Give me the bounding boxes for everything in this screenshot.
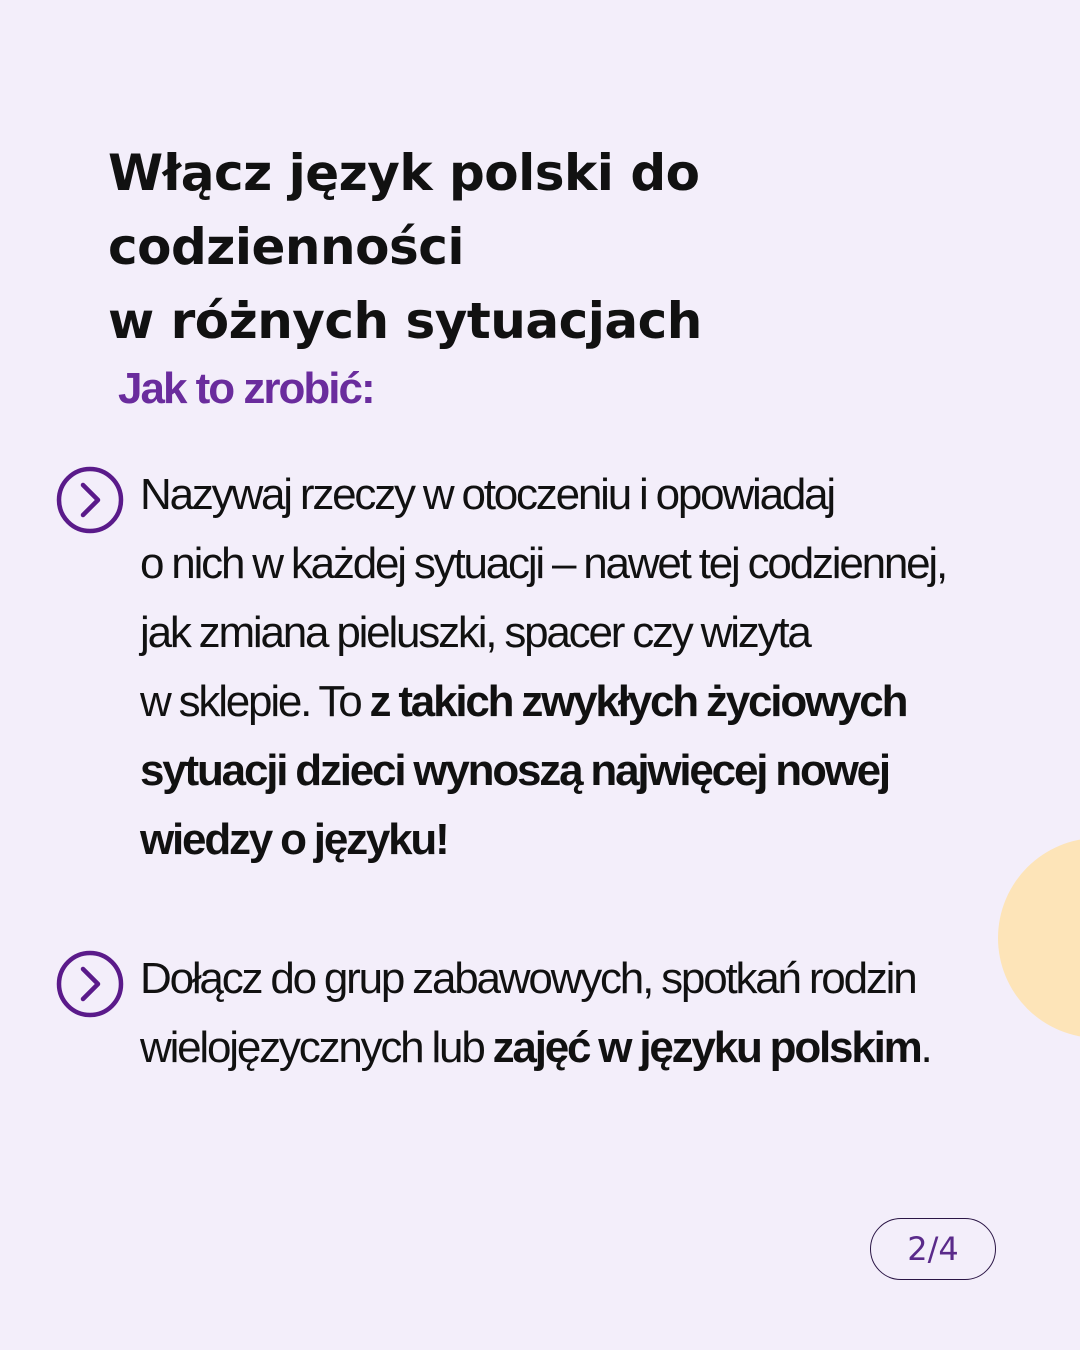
tip-1-highlight-a: z takich zwykłych życiowych — [369, 677, 907, 726]
subheading: Jak to zrobić: — [118, 364, 374, 413]
tip-text-2 — [140, 944, 1020, 1082]
tip-2-period: . — [920, 1023, 931, 1072]
chevron-right-circle-icon — [56, 466, 124, 534]
tip-1-highlight-b: sytuacji dzieci wynoszą najwięcej nowej — [140, 746, 889, 795]
title-line-2: w różnych sytuacjach — [108, 292, 702, 350]
tip-1-line-3: jak zmiana pieluszki, spacer czy wizyta — [140, 608, 810, 657]
title-line-1: Włącz język polski do codzienności — [108, 144, 700, 276]
tip-2-line-2: wielojęzycznych lub — [140, 1023, 493, 1072]
chevron-right-circle-icon — [56, 950, 124, 1018]
tip-1-highlight-c: wiedzy o języku! — [140, 815, 448, 864]
tip-2-highlight: zajęć w języku polskim — [492, 1023, 921, 1072]
page-indicator: 2/4 — [870, 1218, 996, 1280]
page-title — [108, 136, 1038, 358]
tip-2-line-1: Dołącz do grup zabawowych, spotkań rodzin — [140, 954, 916, 1003]
tip-1-line-4: w sklepie. To — [140, 677, 370, 726]
tip-text-1 — [140, 460, 1020, 874]
tip-1-line-1: Nazywaj rzeczy w otoczeniu i opowiadaj — [140, 470, 834, 519]
tip-1-line-2: o nich w każdej sytuacji – nawet tej codziennej, — [140, 539, 947, 588]
